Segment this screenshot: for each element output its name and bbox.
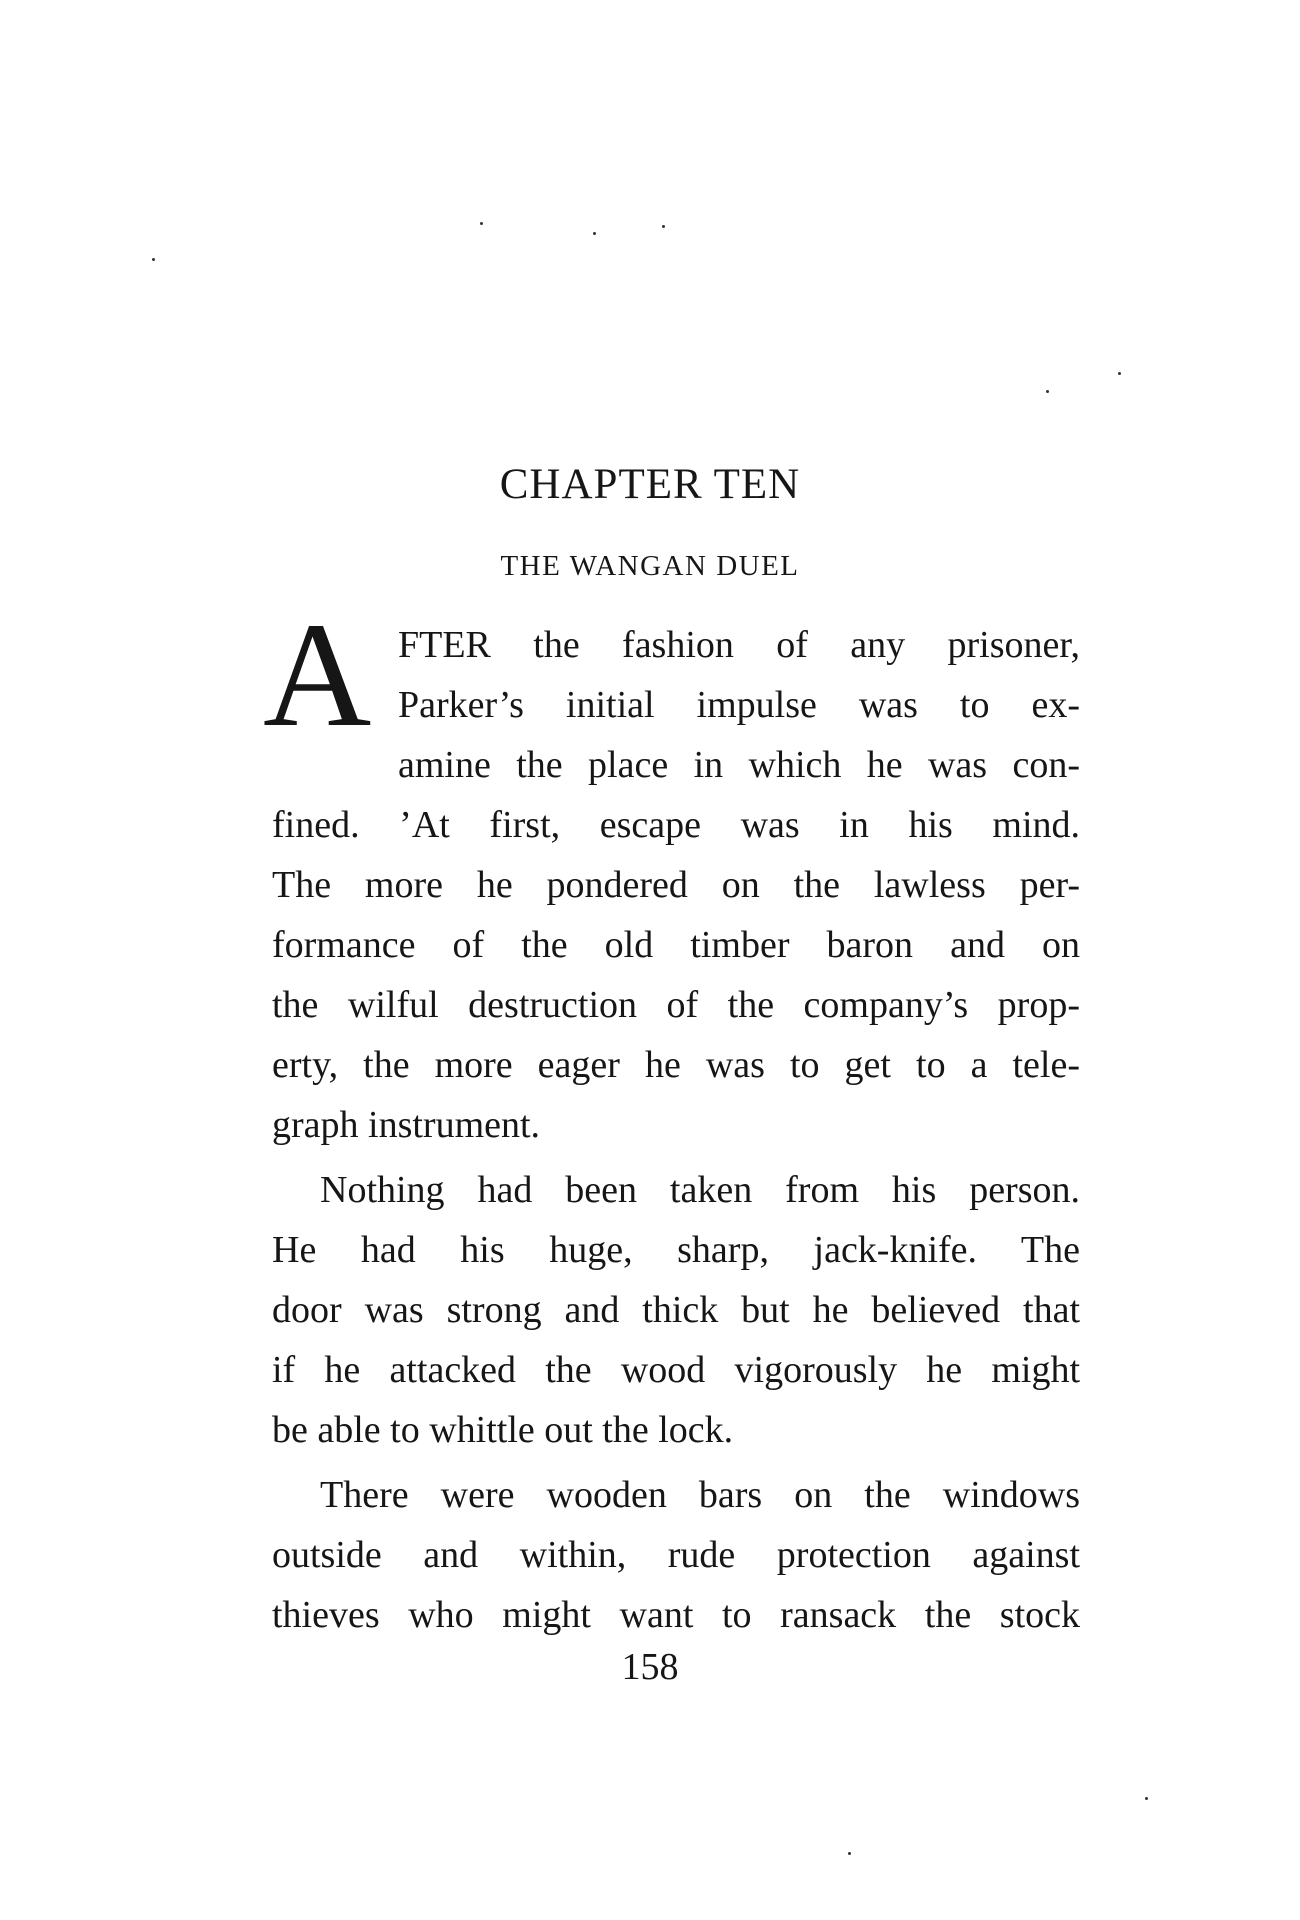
text-line: FTER the fashion of any prisoner,	[398, 624, 1080, 666]
print-speck	[1145, 1797, 1148, 1800]
text-line: the wilful destruction of the company’s prop-	[272, 984, 1080, 1026]
print-speck	[1118, 372, 1121, 375]
text-line: There were wooden bars on the windows	[320, 1474, 1080, 1516]
chapter-subtitle: THE WANGAN DUEL	[500, 550, 800, 582]
print-speck	[152, 258, 155, 261]
text-line: erty, the more eager he was to get to a tele-	[272, 1044, 1080, 1086]
print-speck	[662, 225, 665, 228]
text-line: if he attacked the wood vigorously he might	[272, 1349, 1080, 1391]
text-line: be able to whittle out the lock.	[272, 1409, 734, 1451]
chapter-title: CHAPTER TEN	[499, 461, 801, 508]
text-line: thieves who might want to ransack the stock	[272, 1594, 1080, 1636]
text-line: The more he pondered on the lawless per-	[272, 864, 1080, 906]
drop-cap: A	[263, 592, 372, 758]
text-line: fined. ’At first, escape was in his mind.	[272, 804, 1080, 846]
text-line: graph instrument.	[272, 1104, 541, 1146]
text-line: Parker’s initial impulse was to ex-	[398, 684, 1080, 726]
print-speck	[480, 222, 483, 225]
text-line: amine the place in which he was con-	[398, 744, 1080, 786]
text-line: Nothing had been taken from his person.	[320, 1169, 1080, 1211]
print-speck	[593, 232, 596, 235]
text-line: formance of the old timber baron and on	[272, 924, 1080, 966]
text-line: outside and within, rude protection against	[272, 1534, 1080, 1576]
text-line: He had his huge, sharp, jack-knife. The	[272, 1229, 1080, 1271]
text-line: door was strong and thick but he believed that	[272, 1289, 1080, 1331]
print-speck	[848, 1852, 851, 1855]
page-number: 158	[621, 1646, 679, 1688]
print-speck	[1046, 390, 1049, 393]
